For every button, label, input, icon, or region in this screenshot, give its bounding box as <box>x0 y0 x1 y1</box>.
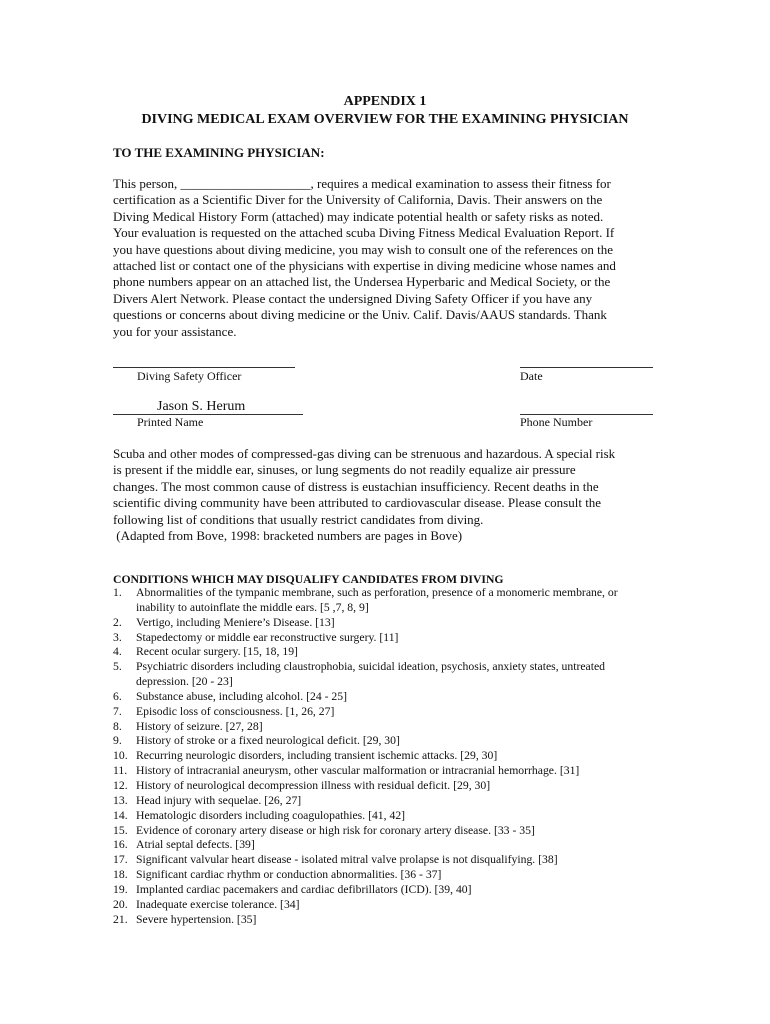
condition-text: History of seizure. [27, 28] <box>136 719 263 733</box>
condition-number: 21. <box>113 912 128 926</box>
intro-line: phone numbers appear on an attached list, the Undersea Hyperbaric and Medical Society, or the <box>113 274 611 290</box>
condition-text: Abnormalities of the tympanic membrane, such as perforation, presence of a monomeric membrane, or <box>136 586 618 599</box>
condition-number: 13. <box>113 793 128 807</box>
intro-paragraph <box>113 176 673 340</box>
condition-text: History of neurological decompression illness with residual deficit. [29, 30] <box>136 778 491 792</box>
hazard-line: changes. The most common cause of distress is eustachian insufficiency. Recent deaths in the <box>113 478 599 494</box>
intro-line: you for your assistance. <box>113 323 237 339</box>
condition-item <box>113 913 673 928</box>
condition-text: Significant valvular heart disease - isolated mitral valve prolapse is not disqualifying. [38] <box>136 853 558 867</box>
hazard-line: Scuba and other modes of compressed-gas diving can be strenuous and hazardous. A special risk <box>113 446 616 461</box>
intro-line: Your evaluation is requested on the attached scuba Diving Fitness Medical Evaluation Report. If <box>113 225 615 241</box>
conditions-heading: CONDITIONS WHICH MAY DISQUALIFY CANDIDATES FROM DIVING <box>113 573 504 586</box>
condition-number: 11. <box>113 764 128 778</box>
condition-item <box>113 898 673 913</box>
condition-item <box>113 853 673 868</box>
condition-item <box>113 660 673 690</box>
page-title: DIVING MEDICAL EXAM OVERVIEW FOR THE EXAMINING PHYSICIAN <box>141 112 629 127</box>
condition-text: Atrial septal defects. [39] <box>136 838 255 852</box>
condition-item <box>113 824 673 839</box>
condition-text: Recurring neurologic disorders, including transient ischemic attacks. [29, 30] <box>136 749 498 763</box>
conditions-list <box>113 586 673 927</box>
condition-item <box>113 883 673 898</box>
condition-item <box>113 631 673 646</box>
condition-text: Implanted cardiac pacemakers and cardiac defibrillators (ICD). [39, 40] <box>136 882 472 896</box>
condition-text: Stapedectomy or middle ear reconstructive surgery. [11] <box>136 630 399 644</box>
condition-item <box>113 809 673 824</box>
salutation-heading: TO THE EXAMINING PHYSICIAN: <box>113 145 325 160</box>
intro-line: attached list or contact one of the physicians with expertise in diving medicine whose names and <box>113 258 616 274</box>
condition-item <box>113 645 673 660</box>
condition-text: Severe hypertension. [35] <box>136 912 257 926</box>
condition-item <box>113 690 673 705</box>
condition-number: 17. <box>113 853 128 867</box>
intro-line: Diving Medical History Form (attached) may indicate potential health or safety risks as noted. <box>113 208 604 224</box>
condition-text: Vertigo, including Meniere’s Disease. [13] <box>136 615 335 629</box>
condition-number: 9. <box>113 734 122 748</box>
officer-label: Diving Safety Officer <box>137 369 242 383</box>
condition-item <box>113 586 673 616</box>
printed-name-value: Jason S. Herum <box>157 399 246 414</box>
condition-number: 14. <box>113 808 128 822</box>
date-line <box>520 367 653 368</box>
hazard-line: is present if the middle ear, sinuses, or lung segments do not readily equalize air pressure <box>113 462 576 478</box>
condition-number: 18. <box>113 868 128 882</box>
hazard-line: scientific diving community have been attributed to cardiovascular disease. Please consult the <box>113 495 602 511</box>
condition-item <box>113 764 673 779</box>
condition-number: 19. <box>113 882 128 896</box>
hazard-paragraph <box>113 446 673 544</box>
hazard-line: following list of conditions that usually restrict candidates from diving. <box>113 511 484 527</box>
condition-text: Recent ocular surgery. [15, 18, 19] <box>136 645 298 659</box>
condition-item <box>113 734 673 749</box>
appendix-title: APPENDIX 1 <box>343 94 427 109</box>
condition-text: History of intracranial aneurysm, other vascular malformation or intracranial hemorrhage. [31] <box>136 764 580 778</box>
condition-text: Significant cardiac rhythm or conduction abnormalities. [36 - 37] <box>136 868 442 882</box>
condition-number: 15. <box>113 823 128 837</box>
condition-number: 8. <box>113 719 122 733</box>
condition-number: 2. <box>113 615 122 629</box>
intro-line: certification as a Scientific Diver for the University of California, Davis. Their answers on the <box>113 192 603 208</box>
condition-text: Evidence of coronary artery disease or high risk for coronary artery disease. [33 - 35] <box>136 823 535 837</box>
intro-line: you have questions about diving medicine, you may wish to consult one of the references on the <box>113 241 614 257</box>
condition-number: 1. <box>113 586 122 599</box>
phone-label: Phone Number <box>520 415 593 429</box>
condition-item <box>113 720 673 735</box>
condition-text: inability to autoinflate the middle ears. [5 ,7, 8, 9] <box>136 600 369 614</box>
condition-number: 10. <box>113 749 128 763</box>
condition-number: 6. <box>113 689 122 703</box>
condition-item <box>113 794 673 809</box>
condition-number: 5. <box>113 660 122 674</box>
condition-item <box>113 838 673 853</box>
condition-text: Head injury with sequelae. [26, 27] <box>136 793 302 807</box>
intro-line: questions or concerns about diving medicine or the Univ. Calif. Davis/AAUS standards. Thank <box>113 307 607 323</box>
condition-number: 12. <box>113 778 128 792</box>
condition-text: Inadequate exercise tolerance. [34] <box>136 897 300 911</box>
condition-item <box>113 749 673 764</box>
condition-text: History of stroke or a fixed neurological deficit. [29, 30] <box>136 734 400 748</box>
condition-item <box>113 616 673 631</box>
condition-text: depression. [20 - 23] <box>136 675 233 689</box>
hazard-line: (Adapted from Bove, 1998: bracketed numbers are pages in Bove) <box>113 528 463 544</box>
condition-item <box>113 705 673 720</box>
date-label: Date <box>520 369 543 383</box>
intro-line: This person, ____________________, requires a medical examination to assess their fitness for <box>113 176 611 191</box>
condition-text: Hematologic disorders including coagulopathies. [41, 42] <box>136 808 406 822</box>
condition-text: Psychiatric disorders including claustrophobia, suicidal ideation, psychosis, anxiety states, untreated <box>136 660 606 674</box>
condition-item <box>113 779 673 794</box>
condition-number: 20. <box>113 897 128 911</box>
condition-number: 16. <box>113 838 128 852</box>
officer-signature-line <box>113 367 295 368</box>
condition-number: 4. <box>113 645 122 659</box>
condition-number: 3. <box>113 630 122 644</box>
condition-text: Episodic loss of consciousness. [1, 26, 27] <box>136 704 335 718</box>
condition-text: Substance abuse, including alcohol. [24 - 25] <box>136 689 347 703</box>
printed-name-label: Printed Name <box>137 415 204 429</box>
intro-line: Divers Alert Network. Please contact the undersigned Diving Safety Officer if you have any <box>113 290 593 306</box>
condition-item <box>113 868 673 883</box>
condition-number: 7. <box>113 704 122 718</box>
